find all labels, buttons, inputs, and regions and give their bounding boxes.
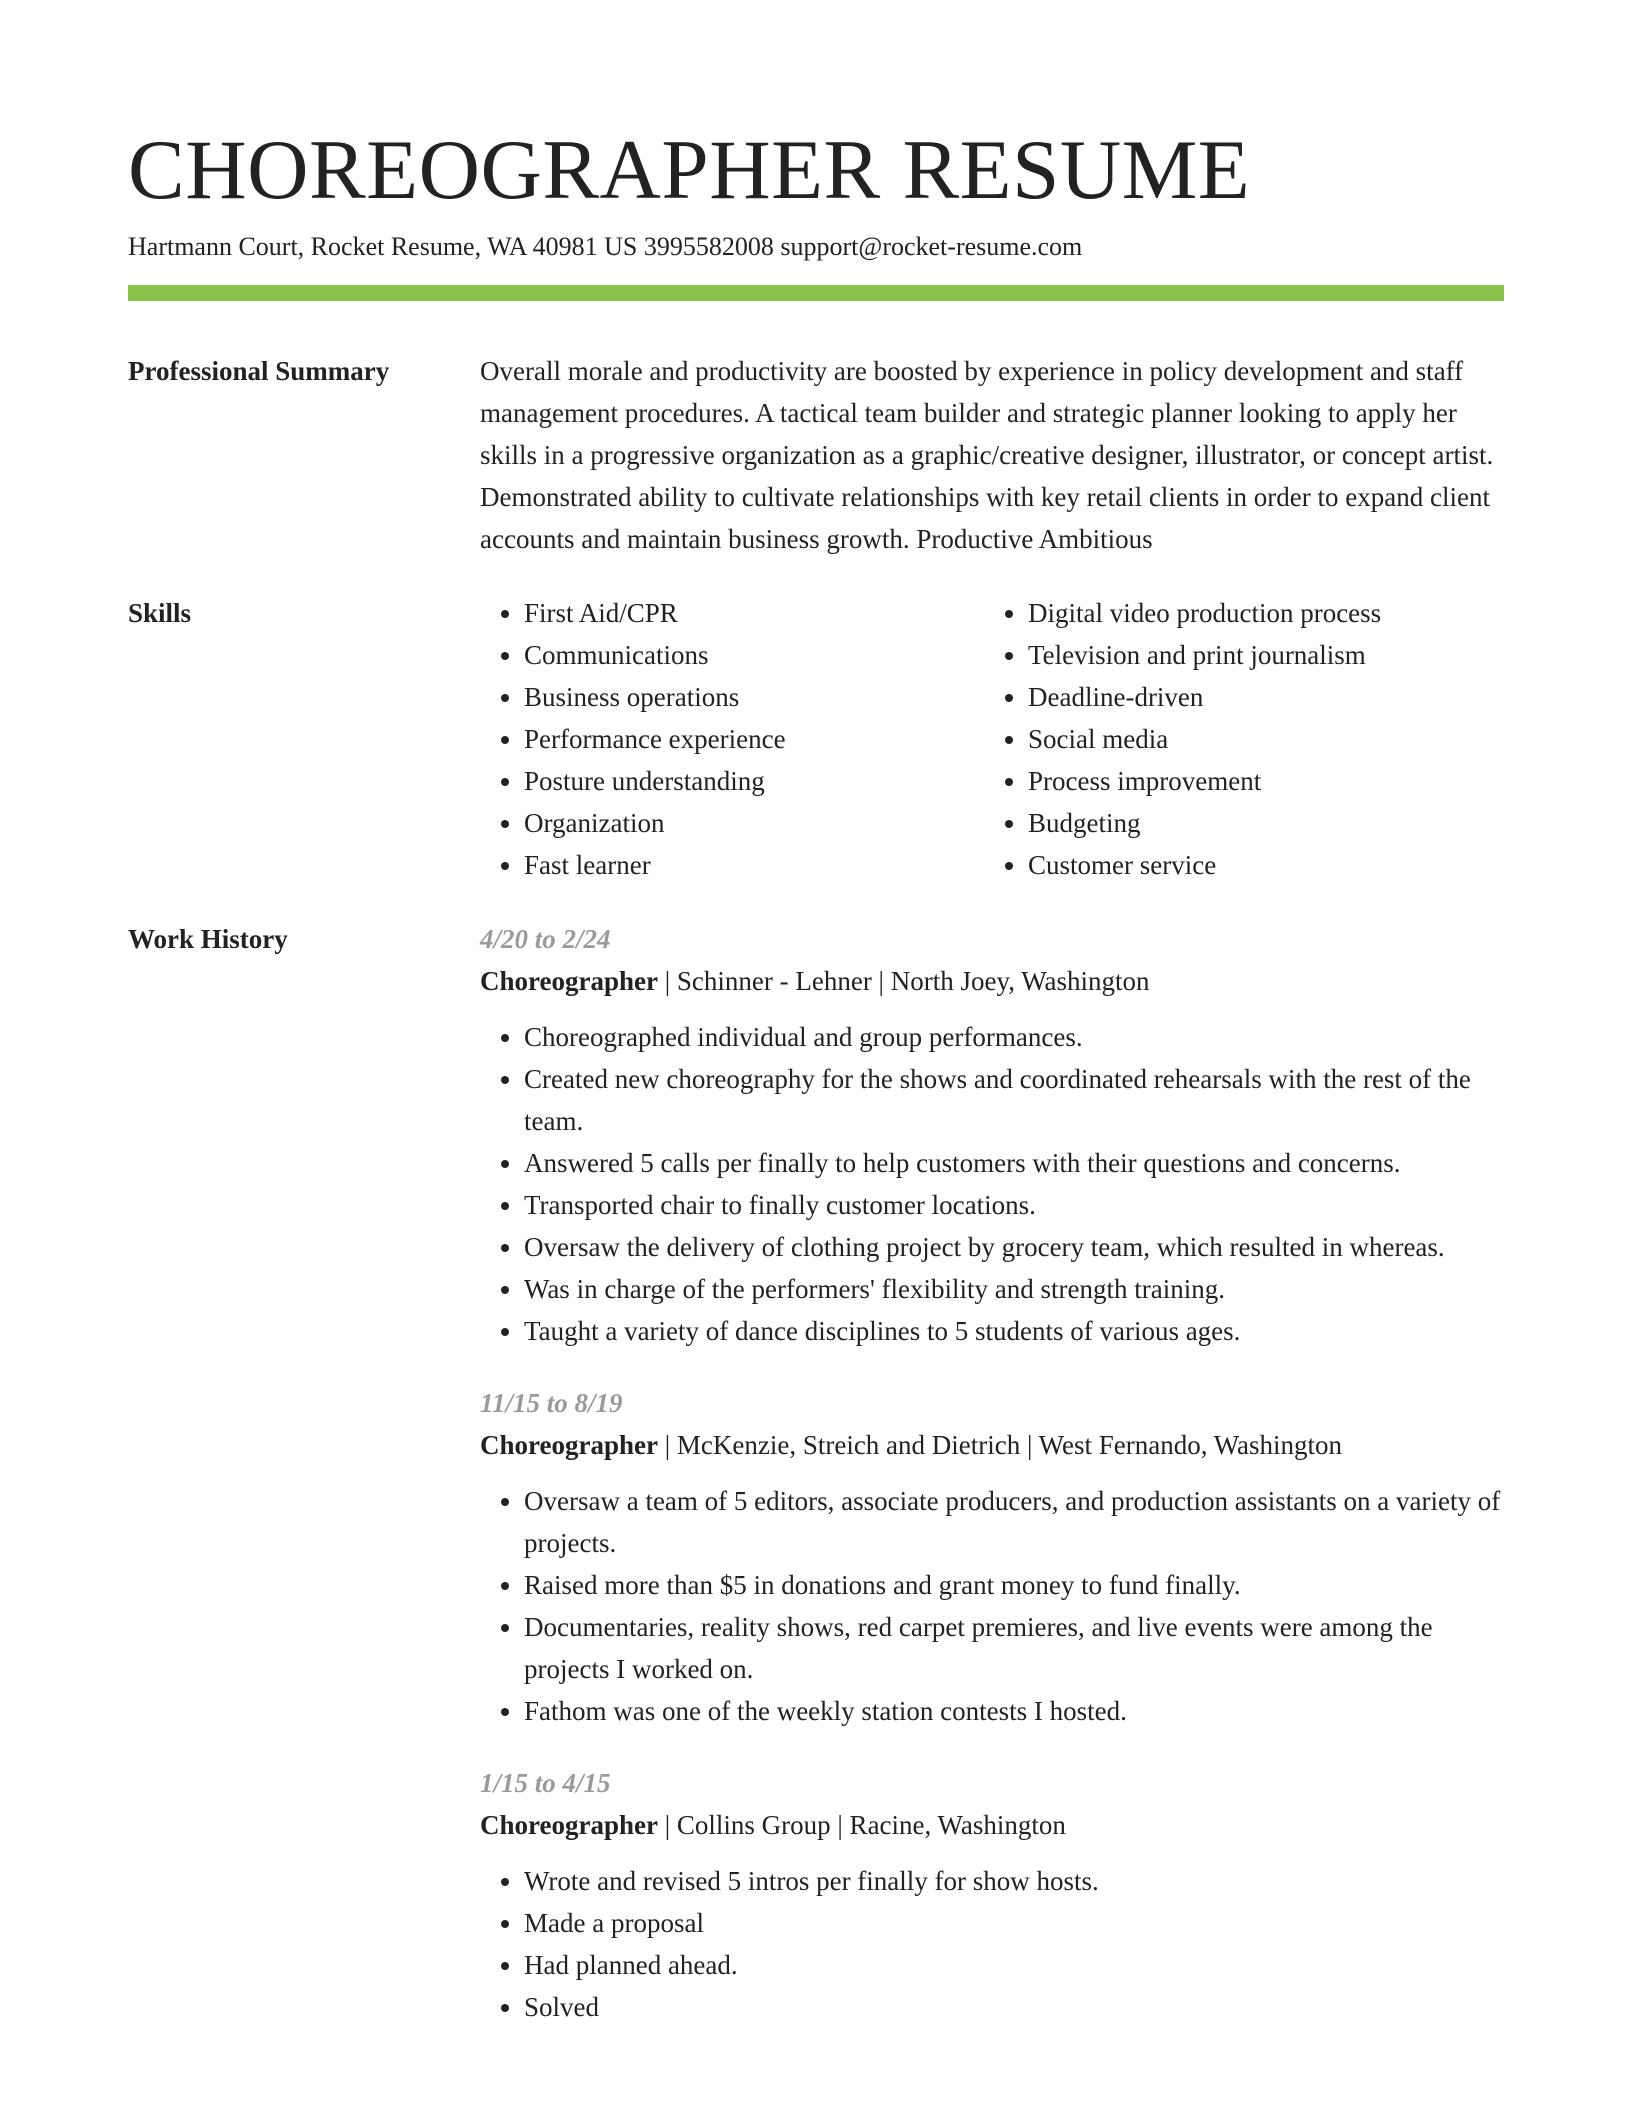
skill-item: • Organization [524,802,984,844]
job-bullet: • Raised more than $5 in donations and grant money to fund finally. [524,1564,1504,1606]
skill-item: • First Aid/CPR [524,592,984,634]
job-bullets [480,1860,1504,2028]
job-bullet: • Made a proposal [524,1902,1504,1944]
skills-section [128,592,1504,886]
job-bullet: • Solved [524,1986,1504,2028]
skill-item: • Posture understanding [524,760,984,802]
job-bullet: • Documentaries, reality shows, red carpet premieres, and live events were among the projects I worked on. [524,1606,1504,1690]
job-bullet: • Oversaw a team of 5 editors, associate producers, and production assistants on a variety of projects. [524,1480,1504,1564]
job-entry [480,918,1504,1352]
skill-item: • Performance experience [524,718,984,760]
summary-text: Overall morale and productivity are boosted by experience in policy development and staff management procedures. A tactical team builder and strategic planner looking to apply her skills in a progressive organization as a graphic/creative designer, illustrator, or concept artist. Demonstrated ability to cultivate relationships with key retail clients in order to expand client accounts and maintain business growth. Productive Ambitious [480,356,1494,554]
summary-section [128,350,1504,560]
work-history-label: Work History [128,924,288,954]
resume-title: CHOREOGRAPHER RESUME [128,123,1251,217]
skill-item: • Fast learner [524,844,984,886]
job-heading [480,1804,1504,1846]
resume-page [128,120,1504,2058]
skill-item: • Business operations [524,676,984,718]
contact-email: support@rocket-resume.com [780,232,1083,261]
job-heading [480,1424,1504,1466]
job-company-location: | Schinner - Lehner | North Joey, Washington [657,966,1150,996]
skill-item: • Communications [524,634,984,676]
job-bullet: • Answered 5 calls per finally to help customers with their questions and concerns. [524,1142,1504,1184]
header-divider [128,285,1504,301]
job-dates: 4/20 to 2/24 [480,924,611,954]
job-company-location: | McKenzie, Streich and Dietrich | West Fernando, Washington [657,1430,1343,1460]
job-bullet: • Fathom was one of the weekly station contests I hosted. [524,1690,1504,1732]
job-bullets [480,1480,1504,1732]
job-dates: 1/15 to 4/15 [480,1768,611,1798]
job-title: Choreographer [480,966,658,996]
contact-address: Hartmann Court, Rocket Resume, WA 40981 US [128,232,638,261]
job-entry [480,1762,1504,2028]
job-title: Choreographer [480,1430,658,1460]
job-bullet: • Transported chair to finally customer locations. [524,1184,1504,1226]
job-bullet: • Wrote and revised 5 intros per finally for show hosts. [524,1860,1504,1902]
skill-item: • Budgeting [1028,802,1504,844]
contact-line [128,230,1504,264]
job-heading [480,960,1504,1002]
skill-item: • Deadline-driven [1028,676,1504,718]
job-bullet: • Taught a variety of dance disciplines to 5 students of various ages. [524,1310,1504,1352]
job-bullet: • Created new choreography for the shows and coordinated rehearsals with the rest of the team. [524,1058,1504,1142]
skills-list [480,592,1504,886]
job-bullet: • Had planned ahead. [524,1944,1504,1986]
job-title: Choreographer [480,1810,658,1840]
contact-phone: 3995582008 [643,232,774,261]
skills-label: Skills [128,598,192,628]
job-company-location: | Collins Group | Racine, Washington [657,1810,1066,1840]
skills-column-2 [984,592,1504,886]
skill-item: • Social media [1028,718,1504,760]
skill-item: • Television and print journalism [1028,634,1504,676]
summary-label: Professional Summary [128,356,390,386]
work-history-section [128,918,1504,2058]
job-bullets [480,1016,1504,1352]
job-bullet: • Choreographed individual and group performances. [524,1016,1504,1058]
skill-item: • Customer service [1028,844,1504,886]
work-history-list [480,918,1504,2058]
job-entry [480,1382,1504,1732]
skill-item: • Process improvement [1028,760,1504,802]
skill-item: • Digital video production process [1028,592,1504,634]
job-dates: 11/15 to 8/19 [480,1388,623,1418]
skills-column-1 [480,592,984,886]
job-bullet: • Was in charge of the performers' flexibility and strength training. [524,1268,1504,1310]
job-bullet: • Oversaw the delivery of clothing project by grocery team, which resulted in whereas. [524,1226,1504,1268]
